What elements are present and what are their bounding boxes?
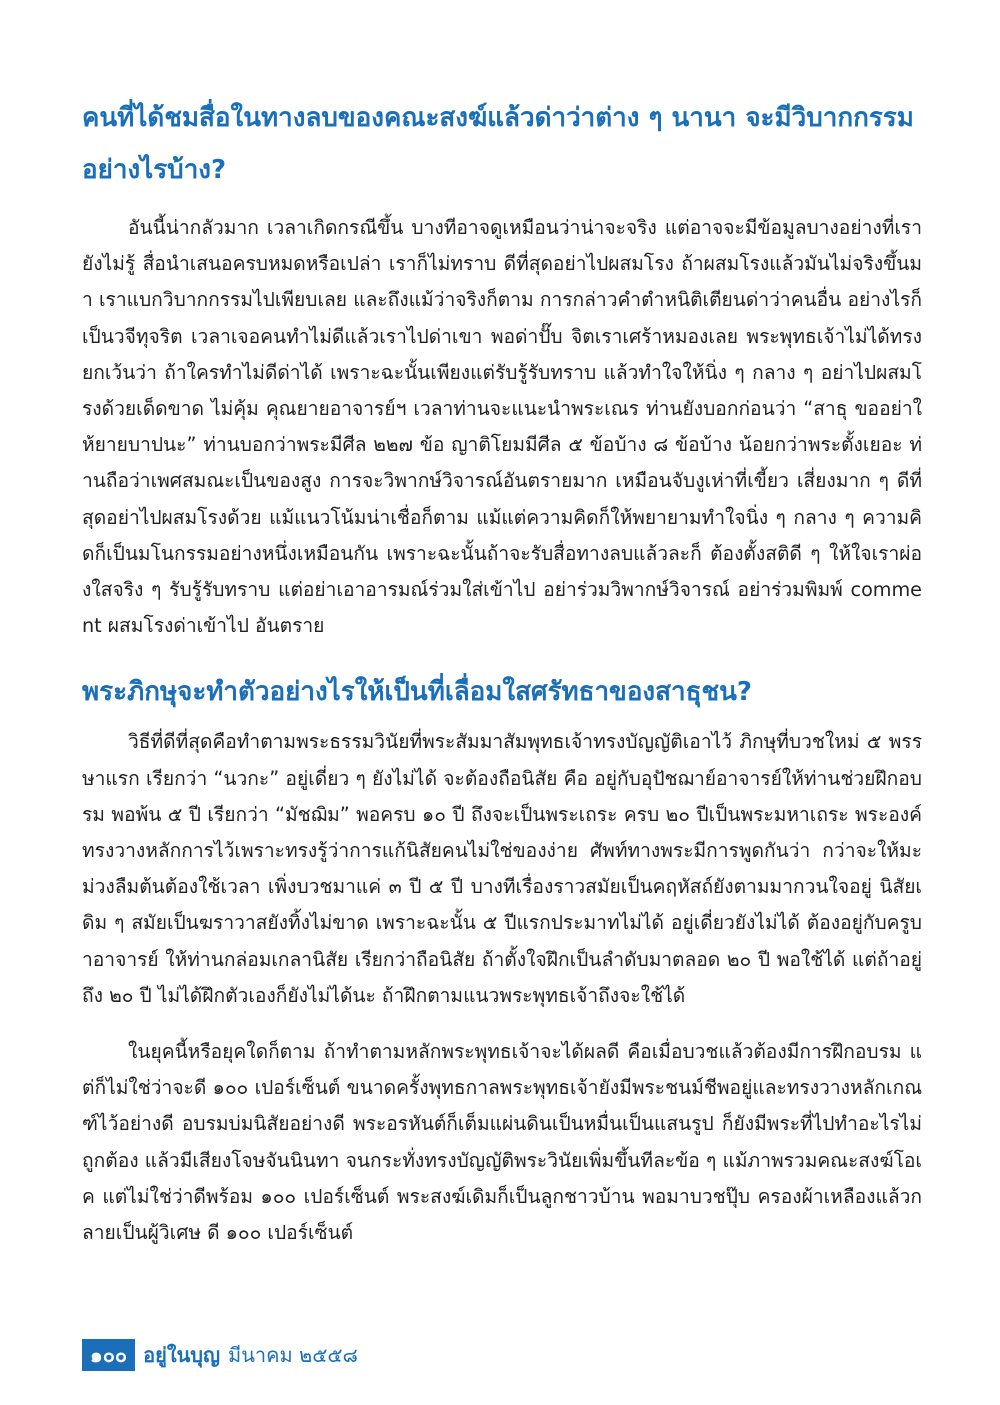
- page-number: ๑๐๐: [82, 1339, 135, 1371]
- issue-date: มีนาคม ๒๕๕๘: [228, 1343, 358, 1367]
- section-2-title: พระภิกษุจะทำตัวอย่างไรให้เป็นที่เลื่อมใสศรัทธาของสาธุชน?: [82, 677, 752, 708]
- article-body: [82, 92, 922, 1251]
- section-1-paragraph: อันนี้น่ากลัวมาก เวลาเกิดกรณีขึ้น บางทีอาจดูเหมือนว่าน่าจะจริง แต่อาจจะมีข้อมูลบางอย่างที่เรายังไม่รู้ สื่อนำเสนอครบหมดหรือเปล่า เราก็ไม่ทราบ ดีที่สุดอย่าไปผสมโรง ถ้าผสมโรงแล้วมันไม่จริงขึ้นมา เราแบกวิบากกรรมไปเพียบเลย และถึงแม้ว่าจริงก็ตาม การกล่าวคำตำหนิติเตียนด่าว่าคนอื่น อย่างไรก็เป็นวจีทุจริต เวลาเจอคนทำไม่ดีแล้วเราไปด่าเขา พอด่าปั๊บ จิตเราเศร้าหมองเลย พระพุทธเจ้าไม่ได้ทรงยกเว้นว่า ถ้าใครทำไม่ดีด่าได้ เพราะฉะนั้นเพียงแต่รับรู้รับทราบ แล้วทำใจให้นิ่ง ๆ กลาง ๆ อย่าไปผสมโรงด้วยเด็ดขาด ไม่คุ้ม คุณยายอาจารย์ฯ เวลาท่านจะแนะนำพระเณร ท่านยังบอกก่อนว่า “สาธุ ขออย่าให้ยายบาปนะ” ท่านบอกว่าพระมีศีล ๒๒๗ ข้อ ญาติโยมมีศีล ๕ ข้อบ้าง ๘ ข้อบ้าง น้อยกว่าพระตั้งเยอะ ท่านถือว่าเพศสมณะเป็นของสูง การจะวิพากษ์วิจารณ์อันตรายมาก เหมือนจับงูเห่าที่เขี้ยว เสี่ยงมาก ๆ ดีที่สุดอย่าไปผสมโรงด้วย แม้แนวโน้มน่าเชื่อก็ตาม แม้แต่ความคิดก็ให้พยายามทำใจนิ่ง ๆ กลาง ๆ ความคิดก็เป็นมโนกรรมอย่างหนึ่งเหมือนกัน เพราะฉะนั้นถ้าจะรับสื่อทางลบแล้วละก็ ต้องตั้งสติดี ๆ ให้ใจเราผ่องใสจริง ๆ รับรู้รับทราบ แต่อย่าเอาอารมณ์ร่วมใส่เข้าไป อย่าร่วมวิพากษ์วิจารณ์ อย่าร่วมพิมพ์ comment ผสมโรงด่าเข้าไป อันตราย: [82, 216, 922, 638]
- page-footer: [82, 1338, 358, 1372]
- magazine-title: อยู่ในบุญ: [143, 1343, 221, 1367]
- section-1-title: คนที่ได้ชมสื่อในทางลบของคณะสงฆ์แล้วด่าว่าต่าง ๆ นานา จะมีวิบากกรรมอย่างไรบ้าง?: [82, 103, 914, 185]
- section-2-paragraph-2: ในยุคนี้หรือยุคใดก็ตาม ถ้าทำตามหลักพระพุทธเจ้าจะได้ผลดี คือเมื่อบวชแล้วต้องมีการฝึกอบรม แต่ก็ไม่ใช่ว่าจะดี ๑๐๐ เปอร์เซ็นต์ ขนาดครั้งพุทธกาลพระพุทธเจ้ายังมีพระชนม์ชีพอยู่และทรงวางหลักเกณฑ์ไว้อย่างดี อบรมบ่มนิสัยอย่างดี พระอรหันต์ก็เต็มแผ่นดินเป็นหมื่นเป็นแสนรูป ก็ยังมีพระที่ไปทำอะไรไม่ถูกต้อง แล้วมีเสียงโจษจันนินทา จนกระทั่งทรงบัญญัติพระวินัยเพิ่มขึ้นทีละข้อ ๆ แม้ภาพรวมคณะสงฆ์โอเค แต่ไม่ใช่ว่าดีพร้อม ๑๐๐ เปอร์เซ็นต์ พระสงฆ์เดิมก็เป็นลูกชาวบ้าน พอมาบวชปุ๊บ ครองผ้าเหลืองแล้วกลายเป็นผู้วิเศษ ดี ๑๐๐ เปอร์เซ็นต์: [82, 1040, 922, 1245]
- section-2-paragraph-1: วิธีที่ดีที่สุดคือทำตามพระธรรมวินัยที่พระสัมมาสัมพุทธเจ้าทรงบัญญัติเอาไว้ ภิกษุที่บวชใหม่ ๕ พรรษาแรก เรียกว่า “นวกะ” อยู่เดี่ยว ๆ ยังไม่ได้ จะต้องถือนิสัย คือ อยู่กับอุปัชฌาย์อาจารย์ให้ท่านช่วยฝึกอบรม พอพ้น ๕ ปี เรียกว่า “มัชฌิม” พอครบ ๑๐ ปี ถึงจะเป็นพระเถระ ครบ ๒๐ ปีเป็นพระมหาเถระ พระองค์ทรงวางหลักการไว้เพราะทรงรู้ว่าการแก้นิสัยคนไม่ใช่ของง่าย ศัพท์ทางพระมีการพูดกันว่า กว่าจะให้มะม่วงลืมต้นต้องใช้เวลา เพิ่งบวชมาแค่ ๓ ปี ๕ ปี บางทีเรื่องราวสมัยเป็นคฤหัสถ์ยังตามมากวนใจอยู่ นิสัยเดิม ๆ สมัยเป็นฆราวาสยังทิ้งไม่ขาด เพราะฉะนั้น ๕ ปีแรกประมาทไม่ได้ อยู่เดี่ยวยังไม่ได้ ต้องอยู่กับครูบาอาจารย์ ให้ท่านกล่อมเกลานิสัย เรียกว่าถือนิสัย ถ้าตั้งใจฝึกเป็นลำดับมาตลอด ๒๐ ปี พอใช้ได้ แต่ถ้าอยู่ถึง ๒๐ ปี ไม่ได้ฝึกตัวเองก็ยังไม่ได้นะ ถ้าฝึกตามแนวพระพุทธเจ้าถึงจะใช้ได้: [82, 730, 922, 1007]
